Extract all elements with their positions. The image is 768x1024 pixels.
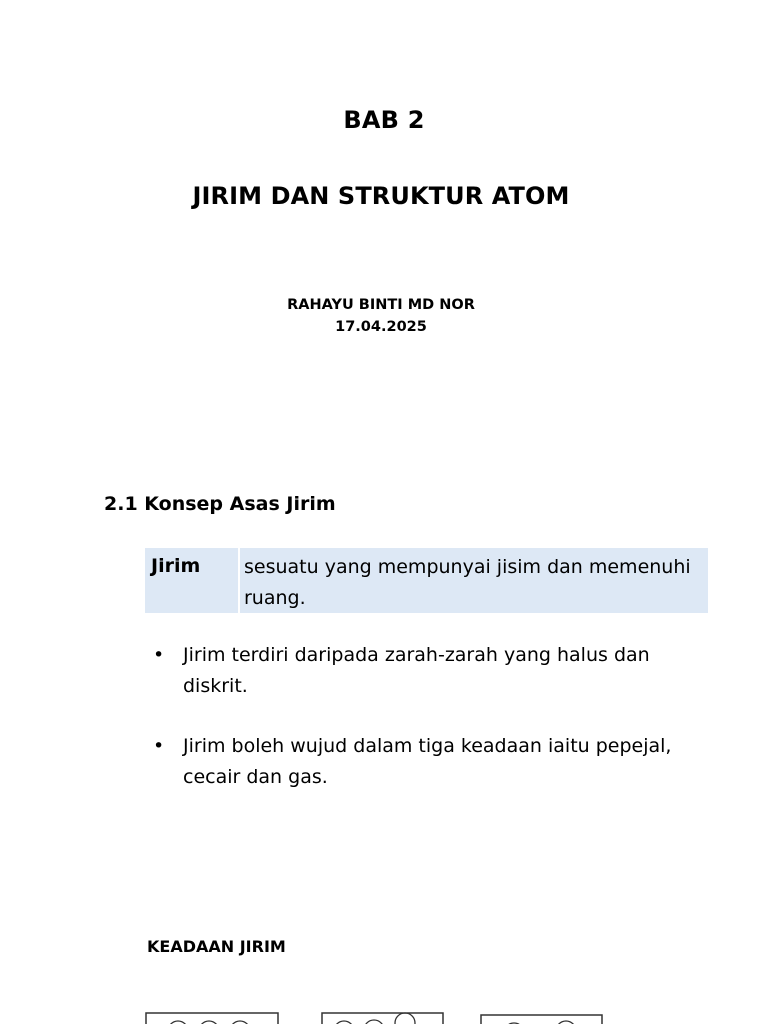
- definition-box: [145, 548, 708, 613]
- author-name: RAHAYU BINTI MD NOR: [287, 297, 475, 313]
- bullet-icon: •: [153, 644, 165, 666]
- chapter-label: BAB 2: [343, 106, 425, 134]
- document-date: 17.04.2025: [335, 319, 427, 335]
- section-heading: 2.1 Konsep Asas Jirim: [104, 493, 336, 515]
- document-title: JIRIM DAN STRUKTUR ATOM: [192, 182, 570, 210]
- bullet-text: Jirim terdiri daripada zarah-zarah yang halus dan diskrit.: [183, 644, 650, 697]
- definition-term: Jirim: [151, 555, 201, 577]
- solid-particles-box: [146, 1013, 278, 1024]
- liquid-particles-box: [322, 1013, 443, 1024]
- bullet-icon: •: [153, 735, 165, 757]
- states-of-matter-diagram: [0, 1000, 768, 1024]
- definition-text: sesuatu yang mempunyai jisim dan memenuhi ruang.: [244, 556, 691, 609]
- definition-divider: [238, 548, 240, 613]
- bullet-text: Jirim boleh wujud dalam tiga keadaan iaitu pepejal, cecair dan gas.: [183, 735, 672, 788]
- states-heading: KEADAAN JIRIM: [147, 937, 286, 956]
- gas-particles-box: [481, 1015, 602, 1024]
